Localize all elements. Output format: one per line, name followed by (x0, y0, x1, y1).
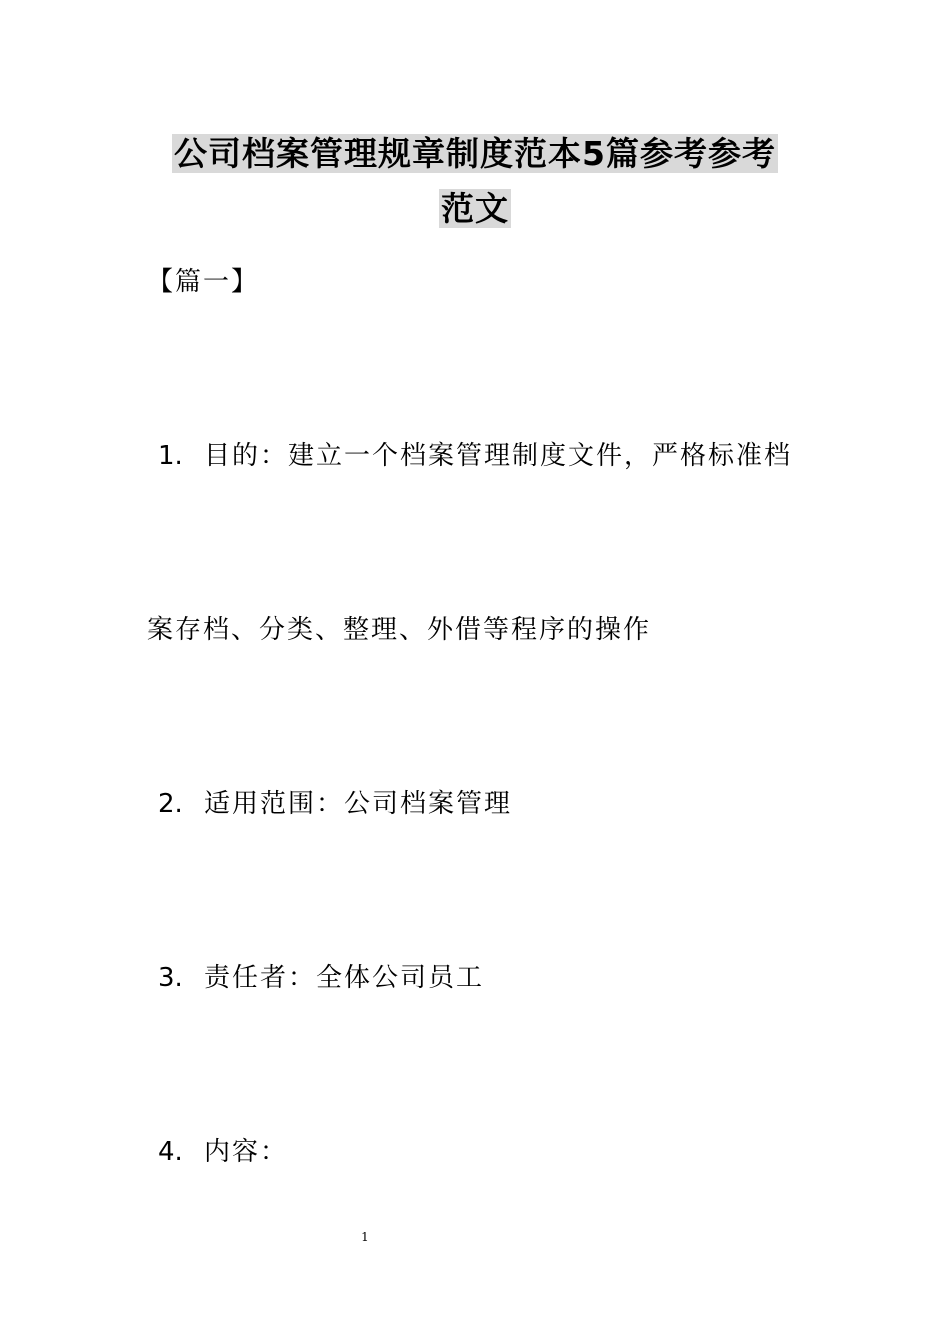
list-item-text: 目的：建立一个档案管理制度文件，严格标准档 (204, 441, 793, 471)
list-item-text: 内容： (204, 1137, 289, 1167)
list-item-text: 适用范围：公司档案管理 (204, 789, 513, 819)
list-item-1-continuation: 案存档、分类、整理、外借等程序的操作 (147, 615, 652, 645)
title-text-1: 公司档案管理规章制度范本5篇参考参考 (174, 134, 776, 173)
list-item-number: 1. (158, 441, 183, 471)
list-item-number: 3. (158, 963, 183, 993)
list-item-number: 2. (158, 789, 183, 819)
section-label: 【篇一】 (147, 267, 260, 297)
list-item-number: 4. (158, 1137, 183, 1167)
document-title-line-1 (0, 132, 950, 176)
title-text-2: 范文 (441, 189, 509, 228)
page-number: 1 (361, 1230, 369, 1244)
list-item-1 (158, 439, 792, 473)
document-title-line-2 (0, 187, 950, 231)
list-item-3 (158, 961, 484, 995)
list-item-2 (158, 787, 512, 821)
list-item-text: 责任者：全体公司员工 (204, 963, 485, 993)
list-item-4 (158, 1135, 288, 1169)
